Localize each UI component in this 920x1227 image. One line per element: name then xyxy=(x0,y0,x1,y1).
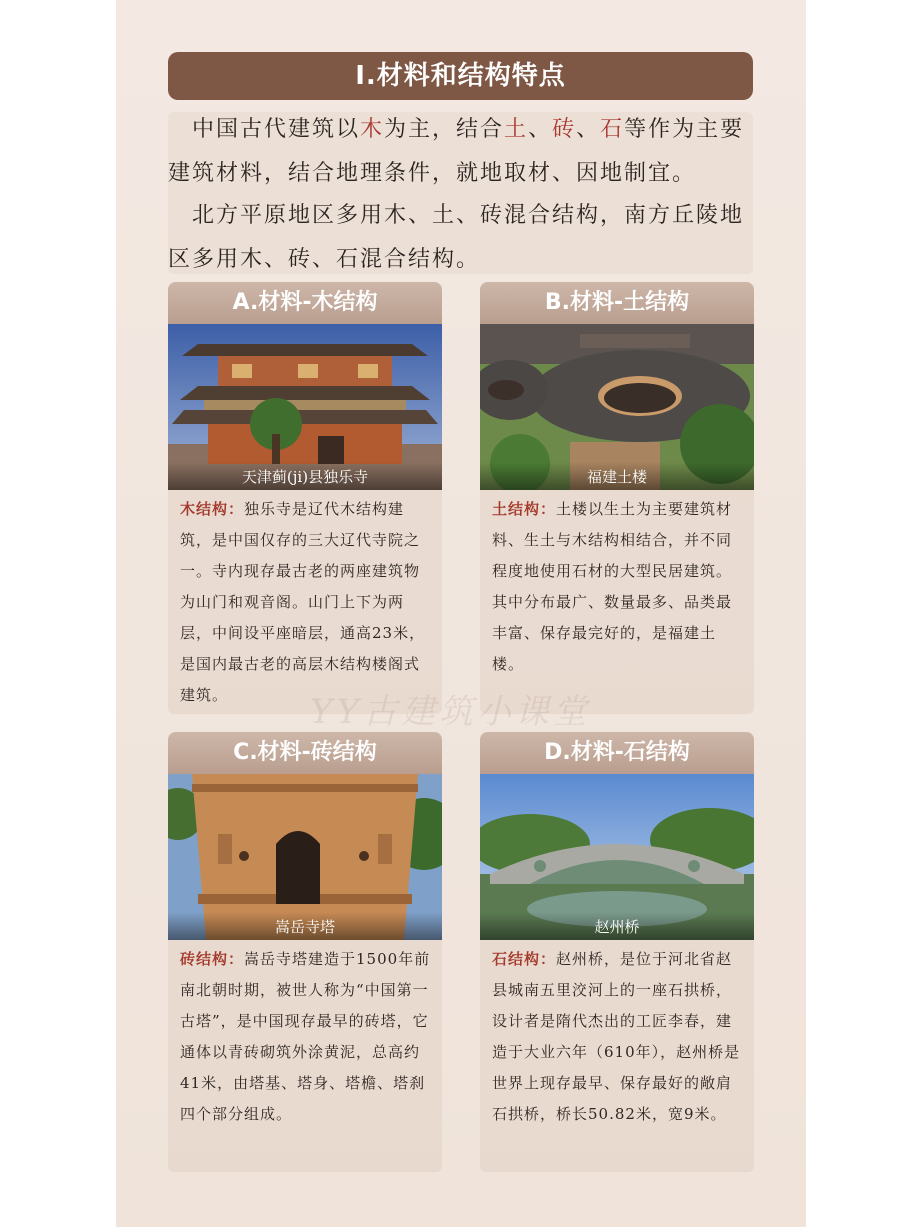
temple-photo xyxy=(168,324,442,490)
card-wood-structure xyxy=(168,282,442,714)
card-title: D.材料-石结构 xyxy=(480,732,754,774)
watermark-text: YY古建筑小课堂 xyxy=(310,692,591,732)
card-title: C.材料-砖结构 xyxy=(168,732,442,774)
card-brick-structure xyxy=(168,732,442,1172)
card-description: 木结构：独乐寺是辽代木结构建筑，是中国仅存的三大辽代寺院之一。寺内现存最古老的两座建筑物为山门和观音阁。山门上下为两层，中间设平座暗层，通高23米，是国内最古老的高层木结构楼阁式建筑。 xyxy=(180,500,426,704)
card-description: 砖结构：嵩岳寺塔建造于1500年前南北朝时期，被世人称为“中国第一古塔”，是中国现存最早的砖塔，它通体以青砖砌筑外涂黄泥，总高约41米，由塔基、塔身、塔檐、塔刹四个部分组成。 xyxy=(180,950,431,1123)
card-stone-structure xyxy=(480,732,754,1172)
photo-caption: 嵩岳寺塔 xyxy=(168,912,442,940)
section-title: I.材料和结构特点 xyxy=(168,52,753,100)
card-description: 土结构：土楼以生土为主要建筑材料、生土与木结构相结合，并不同程度地使用石材的大型民居建筑。其中分布最广、数量最多、品类最丰富、保存最完好的，是福建土楼。 xyxy=(492,500,733,673)
photo-caption: 福建土楼 xyxy=(480,462,754,490)
intro-paragraph-1: 中国古代建筑以木为主，结合土、砖、石等作为主要建筑材料，结合地理条件，就地取材、因地制宜。 xyxy=(168,117,745,186)
bridge-photo xyxy=(480,774,754,940)
card-earth-structure xyxy=(480,282,754,714)
card-title: A.材料-木结构 xyxy=(168,282,442,324)
intro-paragraph-2: 北方平原地区多用木、土、砖混合结构，南方丘陵地区多用木、砖、石混合结构。 xyxy=(168,203,745,272)
card-title: B.材料-土结构 xyxy=(480,282,754,324)
photo-caption: 赵州桥 xyxy=(480,912,754,940)
pagoda-photo xyxy=(168,774,442,940)
card-description: 石结构：赵州桥，是位于河北省赵县城南五里洨河上的一座石拱桥，设计者是隋代杰出的工匠李春，建造于大业六年（610年），赵州桥是世界上现存最早、保存最好的敞肩石拱桥，桥长50.82米，宽9米。 xyxy=(492,950,741,1123)
tulou-photo xyxy=(480,324,754,490)
photo-caption: 天津蓟(ji)县独乐寺 xyxy=(168,462,442,490)
